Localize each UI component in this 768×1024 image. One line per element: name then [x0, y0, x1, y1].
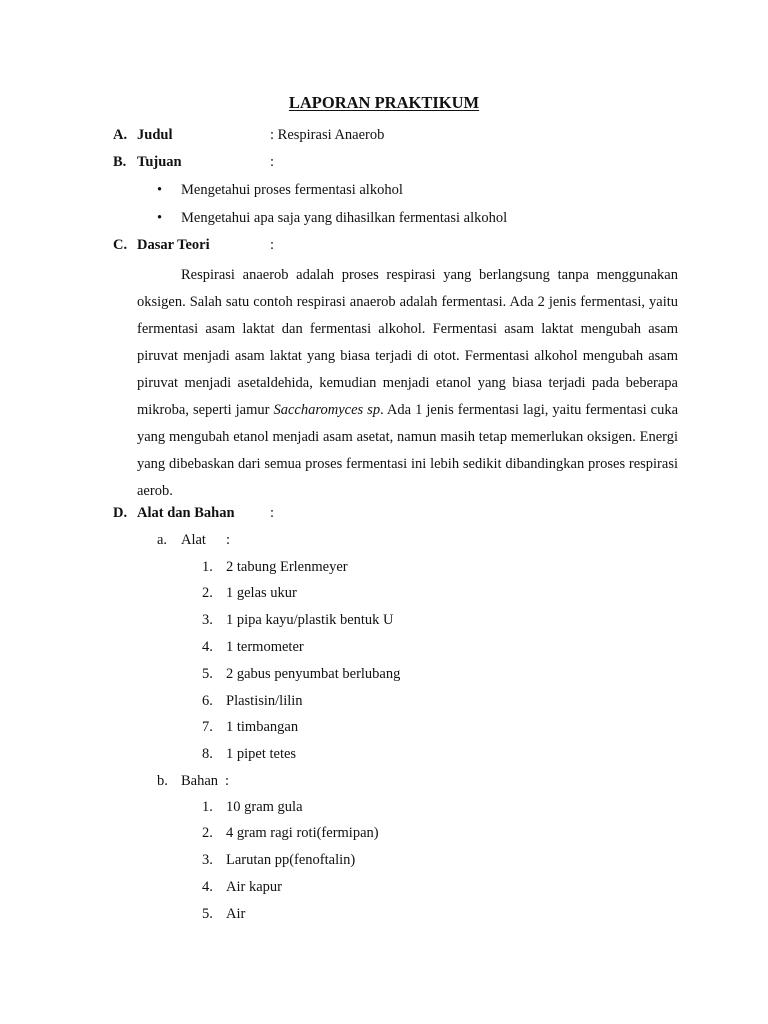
subsection-label: Bahan: [181, 773, 219, 789]
item-text: 10 gram gula: [226, 799, 303, 815]
item-number: 8.: [202, 746, 213, 762]
item-number: 6.: [202, 693, 213, 709]
item-number: 3.: [202, 852, 213, 868]
section-label: Alat dan Bahan: [137, 505, 235, 521]
subsection-colon: :: [226, 532, 231, 548]
item-text: 1 timbangan: [226, 719, 299, 735]
section-label: Judul: [137, 127, 173, 143]
section-colon: :: [270, 154, 275, 170]
item-number: 5.: [202, 666, 213, 682]
section-colon: :: [270, 237, 275, 253]
item-number: 3.: [202, 612, 213, 628]
section-colon: :: [270, 505, 275, 521]
paragraph-text: . Ada 1 jenis fermentasi lagi, yaitu fermentasi cuka yang mengubah etanol menjadi asam asetat, namun masih tetap memerlukan oksigen. Energi yang dibebaskan dari semua proses fermentasi ini lebih sedikit dibandingkan proses respirasi aerob.: [137, 402, 679, 499]
item-text: 1 termometer: [226, 639, 304, 655]
item-text: 1 pipa kayu/plastik bentuk U: [226, 612, 394, 628]
bullet-icon: •: [157, 210, 163, 226]
item-text: 4 gram ragi roti(fermipan): [226, 825, 379, 841]
tujuan-text: Mengetahui proses fermentasi alkohol: [181, 182, 403, 198]
item-text: 2 gabus penyumbat berlubang: [226, 666, 401, 682]
item-text: 1 gelas ukur: [226, 585, 297, 601]
section-letter: B.: [113, 154, 127, 170]
section-letter: D.: [113, 505, 128, 521]
section-value: : Respirasi Anaerob: [270, 127, 385, 143]
section-label: Dasar Teori: [137, 237, 210, 253]
item-number: 1.: [202, 559, 213, 575]
species-name: Saccharomyces sp: [273, 402, 381, 418]
bullet-icon: •: [157, 182, 163, 198]
section-letter: A.: [113, 127, 128, 143]
dasar-teori-paragraph: [137, 262, 678, 505]
subsection-label: Alat: [181, 532, 206, 548]
item-text: 2 tabung Erlenmeyer: [226, 559, 348, 575]
item-number: 4.: [202, 639, 213, 655]
subsection-letter: b.: [157, 773, 168, 789]
item-number: 2.: [202, 585, 213, 601]
item-number: 4.: [202, 879, 213, 895]
paragraph-text: Respirasi anaerob adalah proses respirasi yang berlangsung tanpa menggunakan oksigen. Salah satu contoh respirasi anaerob adalah fermentasi. Ada 2 jenis fermentasi, yaitu fermentasi asam laktat dan fermentasi alkohol. Fermentasi asam laktat mengubah asam piruvat menjadi asam laktat yang biasa terjadi di otot. Fermentasi alkohol mengubah asam piruvat menjadi asetaldehida, kemudian menjadi etanol yang biasa terjadi pada beberapa mikroba, seperti jamur: [137, 267, 678, 418]
section-letter: C.: [113, 237, 128, 253]
item-text: Air kapur: [226, 879, 282, 895]
page-title: LAPORAN PRAKTIKUM: [288, 93, 480, 112]
item-number: 2.: [202, 825, 213, 841]
subsection-letter: a.: [157, 532, 168, 548]
item-text: 1 pipet tetes: [226, 746, 297, 762]
section-label: Tujuan: [137, 154, 182, 170]
item-text: Larutan pp(fenoftalin): [226, 852, 356, 868]
item-number: 7.: [202, 719, 213, 735]
item-text: Plastisin/lilin: [226, 693, 303, 709]
item-number: 1.: [202, 799, 213, 815]
subsection-colon: :: [225, 773, 230, 789]
item-text: Air: [226, 906, 246, 922]
tujuan-text: Mengetahui apa saja yang dihasilkan fermentasi alkohol: [181, 210, 508, 226]
item-number: 5.: [202, 906, 213, 922]
